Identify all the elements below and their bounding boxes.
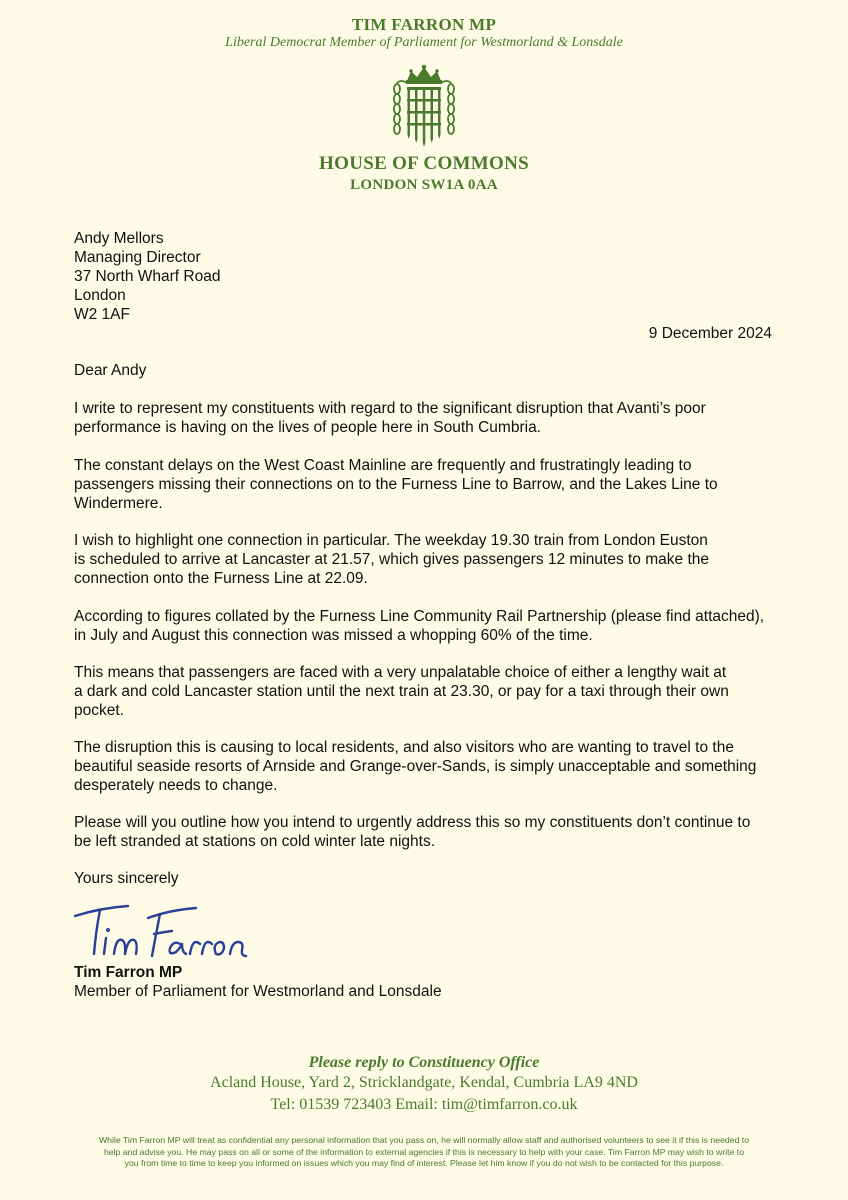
house-of-commons: HOUSE OF COMMONS [319, 153, 529, 174]
paragraph [74, 531, 774, 588]
paragraph-line: be left stranded at stations on cold winter late nights. [74, 833, 436, 850]
salutation: Dear Andy [74, 362, 147, 379]
paragraph-line: in July and August this connection was missed a whopping 60% of the time. [74, 627, 593, 644]
paragraph-line: performance is having on the lives of people here in South Cumbria. [74, 419, 541, 436]
paragraph-line: The constant delays on the West Coast Mainline are frequently and frustratingly leading to [74, 457, 692, 474]
recipient-line: Andy Mellors [74, 230, 164, 247]
paragraph-line: Please will you outline how you intend to urgently address this so my constituents don’t continue to [74, 814, 751, 831]
paragraph-line: I wish to highlight one connection in particular. The weekday 19.30 train from London Euston [74, 532, 708, 549]
paragraph [74, 399, 774, 437]
closing: Yours sincerely [74, 870, 179, 887]
paragraph-line: a dark and cold Lancaster station until the next train at 23.30, or pay for a taxi through their own [74, 683, 729, 700]
paragraph-line: desperately needs to change. [74, 777, 278, 794]
constituency-address: Acland House, Yard 2, Stricklandgate, Kendal, Cumbria LA9 4ND [210, 1074, 638, 1091]
paragraph-line: This means that passengers are faced with a very unpalatable choice of either a lengthy wait at [74, 664, 727, 681]
disclaimer-line: you from time to time to keep you informed on issues which you may find of interest. Please let him know if you do not wish to be contacted for this purpose. [124, 1158, 724, 1168]
signer-title: Member of Parliament for Westmorland and Lonsdale [74, 983, 442, 1000]
reply-heading: Please reply to Constituency Office [308, 1054, 540, 1071]
disclaimer-line: While Tim Farron MP will treat as confidential any personal information that you pass on, he will normally allow staff and authorised volunteers to see it if this is needed to [98, 1135, 750, 1145]
signature [70, 898, 260, 968]
recipient-line: W2 1AF [74, 306, 130, 323]
recipient-line: London [74, 287, 126, 304]
recipient-address [74, 229, 220, 324]
signer-name: Tim Farron MP [74, 964, 183, 981]
portcullis-icon [385, 63, 463, 149]
paragraph-line: The disruption this is causing to local residents, and also visitors who are wanting to travel to the [74, 739, 734, 756]
mp-name: TIM FARRON MP [351, 15, 497, 34]
house-address: LONDON SW1A 0AA [350, 177, 498, 193]
paragraph-line: passengers missing their connections on to the Furness Line to Barrow, and the Lakes Line to [74, 476, 718, 493]
paragraph-line: connection onto the Furness Line at 22.09. [74, 570, 368, 587]
paragraph-line: According to figures collated by the Furness Line Community Rail Partnership (please find attached), [74, 608, 765, 625]
letter-date: 9 December 2024 [648, 325, 772, 342]
paragraph-line: is scheduled to arrive at Lancaster at 21.57, which gives passengers 12 minutes to make the [74, 551, 709, 568]
paragraph [74, 813, 774, 851]
paragraph-line: Windermere. [74, 495, 163, 512]
recipient-line: Managing Director [74, 249, 201, 266]
paragraph [74, 738, 774, 795]
contact-details: Tel: 01539 723403 Email: tim@timfarron.co.uk [270, 1096, 578, 1113]
paragraph-line: pocket. [74, 702, 124, 719]
disclaimer-line: help and advise you. He may pass on all or some of the information to external agencies if this is necessary to help with your case. Tim Farron MP may wish to write to [103, 1146, 745, 1157]
recipient-line: 37 North Wharf Road [74, 268, 221, 285]
mp-role: Liberal Democrat Member of Parliament for Westmorland & Lonsdale [225, 35, 623, 50]
paragraph [74, 663, 774, 720]
paragraph-line: beautiful seaside resorts of Arnside and Grange-over-Sands, is simply unacceptable and something [74, 758, 757, 775]
paragraph [74, 456, 774, 513]
privacy-disclaimer [60, 1135, 788, 1170]
paragraph-line: I write to represent my constituents with regard to the significant disruption that Avanti’s poor [74, 400, 706, 417]
paragraph [74, 607, 774, 645]
